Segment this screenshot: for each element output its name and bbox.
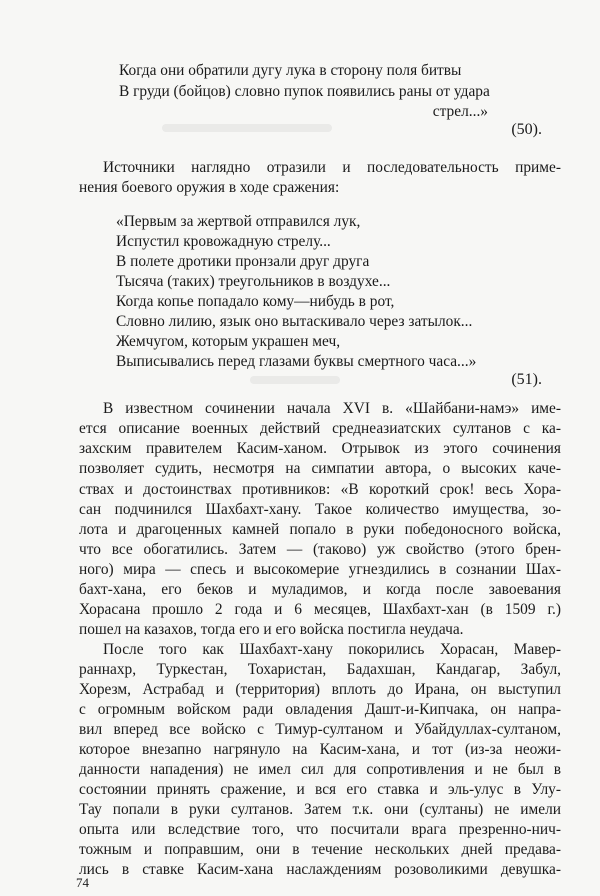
paragraph-line: тожным и поправшим, они в течение нескольких дней предава-: [79, 841, 561, 858]
paragraph-line: Тау попали в руки султанов. Затем т.к. они (султаны) не имели: [79, 801, 561, 818]
paragraph-line: состоянии принять сражение, и вся его ставка и эль-улус в Улу-: [79, 781, 561, 798]
paragraph-line: В известном сочинении начала XVI в. «Шайбани-намэ» име-: [103, 400, 561, 417]
paragraph-line: лись в ставке Касим-хана наслаждениям розоволикими девушка-: [79, 861, 561, 878]
paragraph-line: с огромным войском ради овладения Дашт-и-Кипчака, он напра-: [79, 701, 561, 718]
paragraph-line: Источники наглядно отразили и последовательность приме-: [103, 159, 561, 176]
paragraph-line: опыта или вследствие того, что посчитали врага презренно-нич-: [79, 821, 561, 838]
paragraph-line: Хорезм, Астрабад и (территория) вплоть до Ирана, он выступил: [79, 681, 561, 698]
paragraph-line: сан подчинился Шахбахт-хану. Такое количество имущества, зо-: [79, 501, 561, 518]
paragraph-line: раннахр, Туркестан, Тохаристан, Бадахшан, Кандагар, Забул,: [79, 661, 561, 678]
poem-one-line: В груди (бойцов) словно пупок появились раны от удара: [119, 83, 490, 100]
poem-two-reference: (51).: [511, 371, 542, 388]
paragraph-line: что все обогатились. Затем — (таково) уж свойство (этого брен-: [79, 541, 561, 558]
poem-one-line: стрел...»: [432, 103, 488, 120]
page-number: 74: [76, 875, 89, 890]
scan-smudge: [162, 124, 332, 132]
paragraph-line: позволяет судить, несмотря на симпатии автора, о высоких каче-: [79, 460, 561, 477]
paragraph-line: вил вперед все войско с Тимур-султаном и Убайдуллах-султаном,: [79, 721, 561, 738]
poem-two-line: В полете дротики пронзали друг друга: [116, 253, 370, 270]
poem-two-line: Испустил кровожадную стрелу...: [116, 233, 331, 250]
paragraph-line: нения боевого оружия в ходе сражения:: [79, 179, 340, 196]
poem-two-line: Выписывались перед глазами буквы смертного часа...»: [116, 353, 477, 370]
poem-two-line: Тысяча (таких) треугольников в воздухе...: [116, 273, 391, 290]
scan-smudge: [250, 376, 340, 384]
paragraph-line: которое внезапно нагрянуло на Касим-хана, и тот (из-за неожи-: [79, 741, 561, 758]
paragraph-line: пошел на казахов, тогда его и его войска постигла неудача.: [79, 621, 464, 638]
paragraph-line: захским правителем Касим-ханом. Отрывок из этого сочинения: [79, 440, 561, 457]
paragraph-line: После того как Шахбахт-хану покорились Хорасан, Мавер-: [103, 641, 561, 658]
poem-one-reference: (50).: [511, 121, 542, 138]
poem-two-line: Словно лилию, язык оно вытаскивало через затылок...: [116, 313, 473, 330]
paragraph-line: Хорасана прошло 2 года и 6 месяцев, Шахбахт-хан (в 1509 г.): [79, 601, 561, 618]
paragraph-line: бахт-хана, его беков и муладимов, и когда после завоевания: [79, 581, 561, 598]
poem-one-line: Когда они обратили дугу лука в сторону поля битвы: [119, 62, 462, 79]
paragraph-line: ствах и достоинствах противников: «В короткий срок! весь Хора-: [79, 481, 561, 498]
poem-two-line: Когда копье попадало кому—нибудь в рот,: [116, 293, 395, 310]
paragraph-line: лота и драгоценных камней попало в руки победоносного войска,: [79, 521, 561, 538]
poem-two-line: Жемчугом, которым украшен меч,: [116, 333, 341, 350]
paragraph-line: данности нападения) не имел сил для сопротивления и не был в: [79, 761, 561, 778]
poem-two-line: «Первым за жертвой отправился лук,: [116, 213, 361, 230]
paragraph-line: ного) мира — спесь и высокомерие угнездились в сознании Шах-: [79, 561, 561, 578]
paragraph-line: ется описание военных действий среднеазиатских султанов с ка-: [79, 420, 561, 437]
